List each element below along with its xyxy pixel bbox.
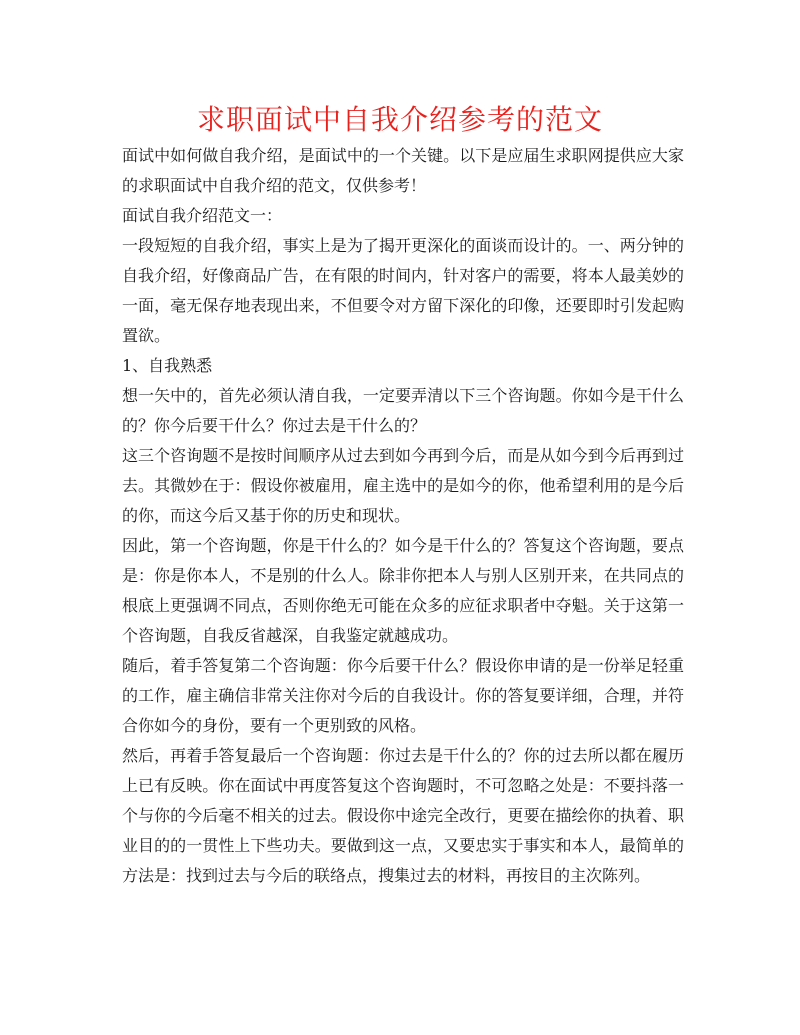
paragraph-second-question: 随后，着手答复第二个咨询题：你今后要干什么？假设你申请的是一份举足轻重的工作，雇主确信非常关注你对今后的自我设计。你的答复要详细，合理，并符合你如今的身份，要有一个更别致的风格。 — [122, 656, 684, 735]
paragraph-overview: 一段短短的自我介绍，事实上是为了揭开更深化的面谈而设计的。一、两分钟的自我介绍，好像商品广告，在有限的时间内，针对客户的需要，将本人最美妙的一面，毫无保存地表现出来，不但要令对方留下深化的印像，还要即时引发起购置欲。 — [122, 236, 684, 345]
document-title: 求职面试中自我介绍参考的范文 — [196, 103, 603, 136]
paragraph-sample-heading: 面试自我介绍范文一： — [122, 206, 283, 225]
paragraph-section-heading: 1、自我熟悉 — [122, 356, 213, 375]
paragraph-last-question: 然后，再着手答复最后一个咨询题：你过去是干什么的？你的过去所以都在履历上已有反映。你在面试中再度答复这个咨询题时，不可忽略之处是：不要抖落一个与你的今后毫不相关的过去。假设你中途完全改行，更要在描绘你的执着、职业目的的一贯性上下些功夫。要做到这一点，又要忠实于事实和本人，最简单的方法是：找到过去与今后的联络点，搜集过去的材料，再按目的主次陈列。 — [122, 746, 684, 885]
paragraph-first-question: 因此，第一个咨询题，你是干什么的？如今是干什么的？答复这个咨询题，要点是：你是你本人，不是别的什么人。除非你把本人与别人区别开来，在共同点的根底上更强调不同点，否则你绝无可能在众多的应征求职者中夺魁。关于这第一个咨询题，自我反省越深，自我鉴定就越成功。 — [122, 536, 684, 645]
paragraph-intro: 面试中如何做自我介绍，是面试中的一个关键。以下是应届生求职网提供应大家的求职面试中自我介绍的范文，仅供参考！ — [122, 146, 684, 195]
paragraph-three-questions: 想一矢中的，首先必须认清自我，一定要弄清以下三个咨询题。你如今是干什么的？你今后要干什么？你过去是干什么的？ — [122, 386, 684, 435]
document-body — [122, 141, 684, 891]
paragraph-question-order: 这三个咨询题不是按时间顺序从过去到如今再到今后，而是从如今到今后再到过去。其微妙在于：假设你被雇用，雇主选中的是如今的你，他希望利用的是今后的你，而这今后又基于你的历史和现状。 — [122, 446, 684, 525]
